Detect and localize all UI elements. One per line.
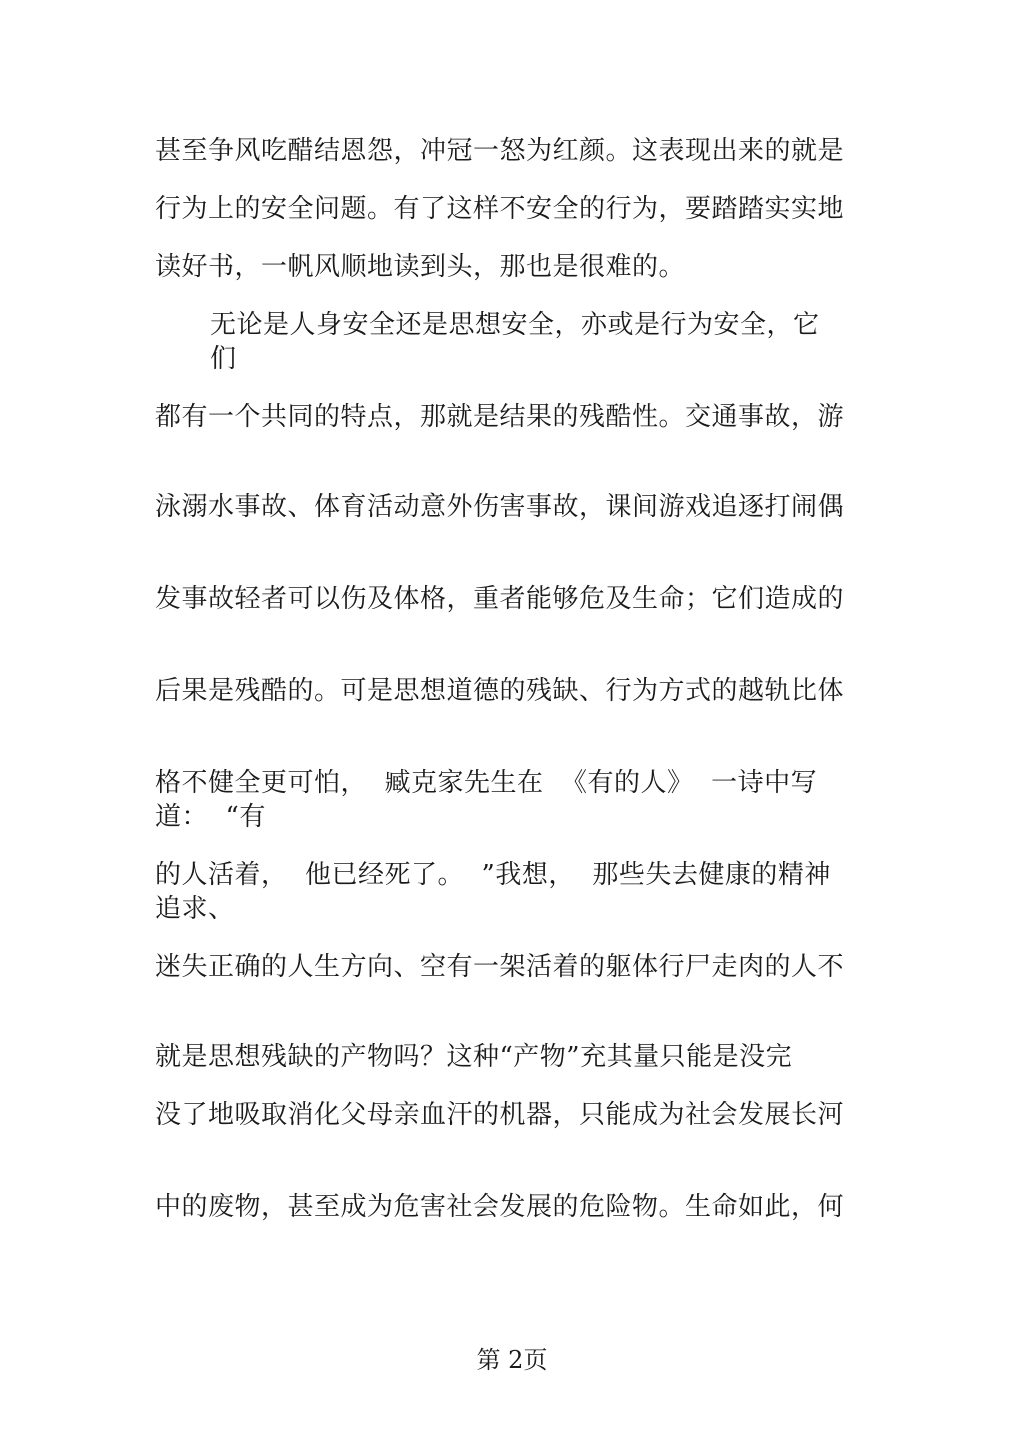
page-number: 第 2页 bbox=[476, 1346, 548, 1374]
paragraph-line: 格不健全更可怕， 臧克家先生在 《有的人》 一诗中写道： “有 bbox=[155, 768, 818, 832]
paragraph-line: 就是思想残缺的产物吗？这种“产物”充其量只能是没完 bbox=[155, 1042, 793, 1072]
paragraph-line: 读好书，一帆风顺地读到头，那也是很难的。 bbox=[155, 252, 686, 282]
paragraph-line: 的人活着， 他已经死了。 ”我想， 那些失去健康的精神追求、 bbox=[155, 860, 831, 924]
paragraph-line: 行为上的安全问题。有了这样不安全的行为，要踏踏实实地 bbox=[155, 194, 845, 224]
paragraph-line: 迷失正确的人生方向、空有一架活着的躯体行尸走肉的人不 bbox=[155, 952, 845, 982]
paragraph-line: 后果是残酷的。可是思想道德的残缺、行为方式的越轨比体 bbox=[155, 676, 845, 706]
paragraph-line: 发事故轻者可以伤及体格，重者能够危及生命；它们造成的 bbox=[155, 584, 845, 614]
paragraph-line: 都有一个共同的特点，那就是结果的残酷性。交通事故，游 bbox=[155, 402, 845, 432]
paragraph-line: 无论是人身安全还是思想安全，亦或是行为安全，它们 bbox=[210, 310, 820, 374]
paragraph-line: 甚至争风吃醋结恩怨，冲冠一怒为红颜。这表现出来的就是 bbox=[155, 136, 845, 166]
paragraph-line: 中的废物，甚至成为危害社会发展的危险物。生命如此，何 bbox=[155, 1192, 845, 1222]
paragraph-line: 泳溺水事故、体育活动意外伤害事故，课间游戏追逐打闹偶 bbox=[155, 492, 845, 522]
paragraph-line: 没了地吸取消化父母亲血汗的机器，只能成为社会发展长河 bbox=[155, 1100, 845, 1130]
